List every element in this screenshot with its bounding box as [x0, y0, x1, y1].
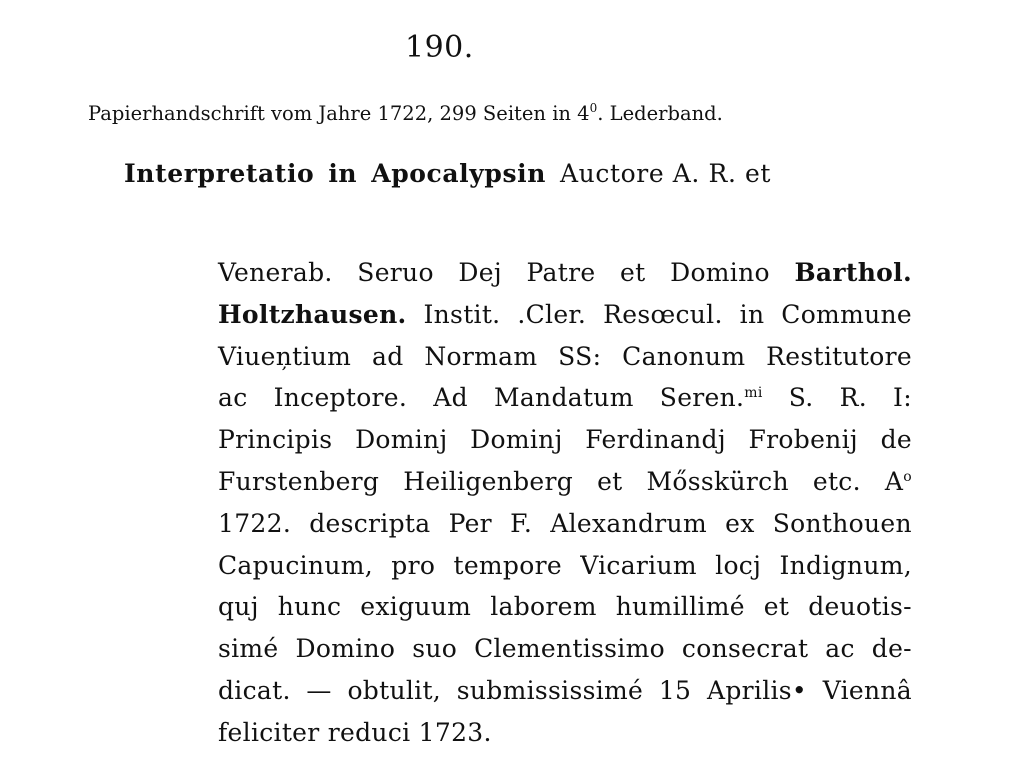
- description-binding: . Lederband.: [597, 102, 723, 125]
- word: deuotis-: [808, 592, 912, 622]
- word: I:: [893, 383, 912, 413]
- title-bold-in: in: [328, 159, 358, 188]
- word: Restitutore: [766, 341, 912, 371]
- word: Alexandrum: [550, 508, 707, 538]
- text-line: [218, 628, 912, 670]
- manuscript-description: [88, 100, 723, 128]
- text-line: [218, 419, 912, 461]
- word: ex: [725, 508, 755, 538]
- word: pro: [391, 550, 436, 580]
- word: Dominj: [470, 425, 563, 455]
- title-author: Auctore A. R. et: [560, 159, 772, 188]
- text-line: [218, 545, 912, 587]
- word: laborem: [490, 592, 597, 622]
- word: Seruo: [357, 258, 434, 287]
- word: Instit.: [423, 299, 501, 329]
- word: Sonthouen: [772, 508, 912, 538]
- word: submississimé: [456, 675, 644, 705]
- word: $A^o$: [884, 466, 912, 496]
- word: SS:: [558, 341, 602, 371]
- word: Resœcul.: [603, 299, 723, 329]
- word: etc.: [812, 466, 861, 496]
- word: obtulit,: [347, 675, 442, 705]
- word: locj: [715, 550, 762, 580]
- word: Commune: [781, 299, 912, 329]
- bold-word: Barthol.: [794, 258, 912, 287]
- superscript: o: [903, 468, 912, 485]
- word: quj: [218, 592, 259, 622]
- word: exiguum: [360, 592, 472, 622]
- word: ac: [218, 383, 248, 413]
- word: de: [880, 425, 912, 455]
- word: tempore: [453, 550, 562, 580]
- text-line: [218, 294, 912, 336]
- word: simé: [218, 634, 279, 664]
- word: Per: [448, 508, 492, 538]
- description-text: Papierhandschrift vom Jahre 1722, 299 Seiten in 4: [88, 102, 590, 125]
- word: Normam: [424, 341, 538, 371]
- text-line: [218, 336, 912, 378]
- word: .Cler.: [517, 299, 587, 329]
- word: Seren.$^{mi}$: [659, 383, 763, 413]
- word: Principis: [218, 425, 333, 455]
- text-line: [218, 503, 912, 545]
- word: et: [620, 258, 646, 287]
- word: feliciter reduci 1723.: [218, 717, 492, 747]
- word: Domino: [295, 634, 396, 664]
- text-line: [218, 461, 912, 503]
- word: Frobenij: [748, 425, 858, 455]
- word: dicat.: [218, 675, 291, 705]
- word: et: [763, 592, 790, 622]
- superscript: mi: [744, 385, 763, 402]
- bold-word: Holtzhausen.: [218, 299, 407, 329]
- word: F.: [510, 508, 533, 538]
- word: Dej: [458, 258, 502, 287]
- word: Furstenberg: [218, 466, 380, 496]
- text-line: [218, 670, 912, 712]
- word: Dominj: [355, 425, 448, 455]
- word: Aprilis•: [706, 675, 807, 705]
- word: in: [739, 299, 765, 329]
- dedication-text: [218, 252, 912, 754]
- title-bold-interpretatio: Interpretatio: [124, 159, 315, 188]
- word: Mandatum: [493, 383, 634, 413]
- word: Ad: [433, 383, 468, 413]
- word: de-: [871, 634, 912, 664]
- word: R.: [839, 383, 867, 413]
- word: descripta: [309, 508, 431, 538]
- word: ad: [372, 341, 404, 371]
- word: et: [597, 466, 623, 496]
- word: Clementissimo: [474, 634, 665, 664]
- word: Domino: [670, 258, 770, 287]
- text-line: [218, 377, 912, 419]
- word: Venerab.: [218, 258, 333, 287]
- word: 15: [658, 675, 692, 705]
- word: consecrat: [681, 634, 809, 664]
- word: suo: [412, 634, 458, 664]
- word: 1722.: [218, 508, 292, 538]
- text-line: [218, 586, 912, 628]
- word: ac: [825, 634, 855, 664]
- word: Capucinum,: [218, 550, 373, 580]
- word: humillimé: [615, 592, 745, 622]
- title-bold-apocalypsin: Apocalypsin: [371, 159, 547, 188]
- word: Ferdinandj: [585, 425, 726, 455]
- text-line: [218, 712, 912, 754]
- word: Heiligenberg: [403, 466, 574, 496]
- text-line: [218, 252, 912, 294]
- word: Viueņtium: [218, 341, 352, 371]
- word: Patre: [526, 258, 596, 287]
- word: Inceptore.: [273, 383, 408, 413]
- description-format-superscript: 0: [589, 101, 598, 115]
- word: Vicarium: [580, 550, 697, 580]
- word: S.: [788, 383, 814, 413]
- page-number: 190.: [405, 30, 474, 65]
- word: Indignum,: [779, 550, 912, 580]
- work-title: [124, 158, 771, 190]
- word: Viennâ: [822, 675, 912, 705]
- word: —: [306, 675, 332, 705]
- word: hunc: [277, 592, 342, 622]
- word: Mősskürch: [646, 466, 789, 496]
- word: Canonum: [622, 341, 746, 371]
